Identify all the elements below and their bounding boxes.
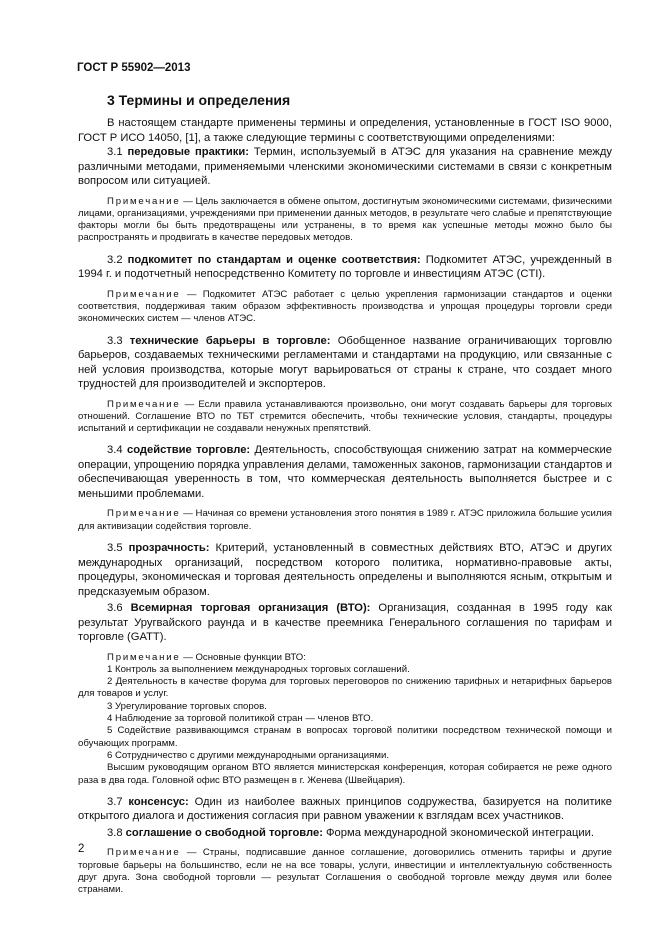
term-title: Всемирная торговая организация (ВТО):	[130, 602, 371, 615]
term-definition: Термин, используемый в АТЭС для указания на сравнение между различными методами, применяемыми членскими экономическими системами в связи с конкретным вопросом или ситуацией.	[78, 146, 612, 187]
section-body	[78, 116, 612, 897]
note-label: Примечание	[107, 398, 181, 410]
term-definition: Один из наиболее важных принципов содружества, базируется на политике открытого диалога и достижения согласия при равном уважении к взглядам всех участников.	[78, 795, 613, 823]
term-title: прозрачность:	[128, 542, 210, 555]
note-list-item: 3 Урегулирование торговых споров.	[107, 700, 267, 712]
note-list-item: Высшим руководящим органом ВТО является министерская конференция, которая собирается не реже одного раза в два года. Головной офис ВТО размещен в г. Женева (Швейцария).	[78, 762, 612, 786]
term-title: технические барьеры в торговле:	[129, 334, 331, 347]
intro-paragraph: В настоящем стандарте применены термины и определения, установленные в ГОСТ ISO 9000, ГОСТ Р ИСО 14050, [1], а также следующие термины с соответствующими определениями:	[78, 117, 612, 144]
note-list-item: 4 Наблюдение за торговой политикой стран — членов ВТО.	[107, 713, 374, 725]
note-label: Примечание	[107, 288, 181, 300]
term-definition: Подкомитет АТЭС, учрежденный в 1994 г. и подотчетный непосредственно Комитету по торговле и инвестициям АТЭС (CTI).	[78, 253, 612, 281]
term-title: соглашение о свободной торговле:	[125, 826, 323, 839]
term-definition: Критерий, установленный в совместных действиях ВТО, АТЭС и других международных организаций, посредством которого политика, нормативно-правовые акты, процедуры, экономическая и торговая деятельность определены и выполняются ясным, открытым и предсказуемым образом.	[78, 542, 612, 598]
term-3-2: 3.2 подкомитет по стандартам и оценке соответствия: Подкомитет АТЭС, учрежденный в 1994 г. и подотчетный непосредственно Комитету по торговле и инвестициям АТЭС (CTI).	[78, 253, 612, 281]
note-label: Примечание	[107, 847, 181, 859]
note-3-3: Примечание — Если правила устанавливаются произвольно, они могут создавать барьеры для торговых отношений. Соглашение ВТО по ТБТ стремится обеспечить, чтобы технические условия, стандарты, процедуры испытаний и сертификации не создавали ненужных препятствий.	[78, 398, 612, 435]
section-title: 3 Термины и определения	[107, 92, 291, 108]
term-3-8: 3.8 соглашение о свободной торговле: Форма международной экономической интеграции.	[107, 826, 595, 839]
note-label: Примечание	[107, 508, 181, 520]
term-definition: Деятельность, способствующая снижению затрат на коммерческие операции, упрощению порядка управления делами, таможенных законов, гармонизации стандартов и обеспечивающая уверенность в том, что коммерческая деятельность выполняется быстрее и с меньшими проблемами.	[78, 444, 612, 500]
term-3-5: 3.5 прозрачность: Критерий, установленный в совместных действиях ВТО, АТЭС и других международных организаций, посредством которого политика, нормативно-правовые акты, процедуры, экономическая и торговая деятельность определены и выполняются ясным, открытым и предсказуемым образом.	[78, 542, 612, 598]
term-3-7: 3.7 консенсус: Один из наиболее важных принципов содружества, базируется на политике открытого диалога и достижения согласия при равном уважении к взглядам всех участников.	[78, 795, 613, 823]
note-3-4: Примечание — Начиная со времени установления этого понятия в 1989 г. АТЭС приложила большие усилия для активизации содействия торговле.	[78, 508, 612, 532]
term-3-1: 3.1 передовые практики: Термин, используемый в АТЭС для указания на сравнение между различными методами, применяемыми членскими экономическими системами в связи с конкретным вопросом или ситуацией.	[78, 146, 612, 187]
term-title: консенсус:	[128, 795, 189, 808]
term-3-4: 3.4 содействие торговле: Деятельность, способствующая снижению затрат на коммерческие операции, упрощению порядка управления делами, таможенных законов, гармонизации стандартов и обеспечивающая уверенность в том, что коммерческая деятельность выполняется быстрее и с меньшими проблемами.	[78, 444, 612, 500]
note-list-item: 2 Деятельность в качестве форума для торговых переговоров по снижению тарифных и нетарифных барьеров для товаров и услуг.	[78, 676, 612, 700]
term-3-6: 3.6 Всемирная торговая организация (ВТО): Организация, созданная в 1995 году как результат Уругвайского раунда и в качестве преемника Генерального соглашения по тарифам и торговле (GATT).	[78, 602, 613, 644]
term-title: подкомитет по стандартам и оценке соответствия:	[127, 253, 421, 266]
note-label: Примечание	[107, 651, 181, 663]
document-code: ГОСТ Р 55902—2013	[77, 62, 191, 74]
term-title: содействие торговле:	[126, 444, 251, 457]
note-3-2: Примечание — Подкомитет АТЭС работает с целью укрепления гармонизации стандартов и оценки соответствия, поддерживая таким образом эффективность производства и упрощая процедуры торговли среди экономических систем — членов АТЭС.	[78, 288, 612, 325]
note-3-1: Примечание — Цель заключается в обмене опытом, достигнутым экономическими системами, физическими лицами, организациями, учреждениями при применении данных методов, в результате чего слабые и препятствующие факторы могли бы быть предотвращены или устранены, в то время как успешные методы можно было бы распространять и продвигать в качестве передовых методов.	[78, 195, 612, 244]
page-number: 2	[78, 843, 85, 855]
note-3-6: Примечание — Основные функции ВТО:	[107, 651, 306, 663]
term-3-3: 3.3 технические барьеры в торговле: Обобщенное название ограничивающих торговлю барьеров, создаваемых техническими регламентами и стандартами на продукцию, или связанные с ней условия производства, которые могут варьироваться от страны к стране, что создает много трудностей для производителей и экспортеров.	[78, 334, 613, 391]
term-definition: Организация, созданная в 1995 году как результат Уругвайского раунда и в качестве преемника Генерального соглашения по тарифам и торговле (GATT).	[78, 602, 613, 644]
note-list-item: 1 Контроль за выполнением международных торговых соглашений.	[107, 663, 410, 675]
note-label: Примечание	[107, 195, 181, 207]
term-definition: Обобщенное название ограничивающих торговлю барьеров, создаваемых техническими регламентами и стандартами на продукцию, или связанные с ней условия производства, которые могут варьироваться от страны к стране, что создает много трудностей для производителей и экспортеров.	[78, 334, 613, 391]
note-3-8: Примечание — Страны, подписавшие данное соглашение, договорились отменить тарифы и другие торговые барьеры на большинство, если не на все товары, услуги, инвестиции и интеллектуальную собственность друг друга. Зона свободной торговли — результат Соглашения о свободной торговле между двумя или более странами.	[78, 847, 612, 896]
term-definition: Форма международной экономической интеграции.	[326, 826, 595, 839]
term-title: передовые практики:	[127, 146, 249, 158]
note-list-item: 6 Сотрудничество с другими международными организациями.	[107, 749, 389, 761]
note-list-item: 5 Содействие развивающимся странам в вопросах торговой политики посредством технической помощи и обучающих программ.	[78, 725, 612, 749]
